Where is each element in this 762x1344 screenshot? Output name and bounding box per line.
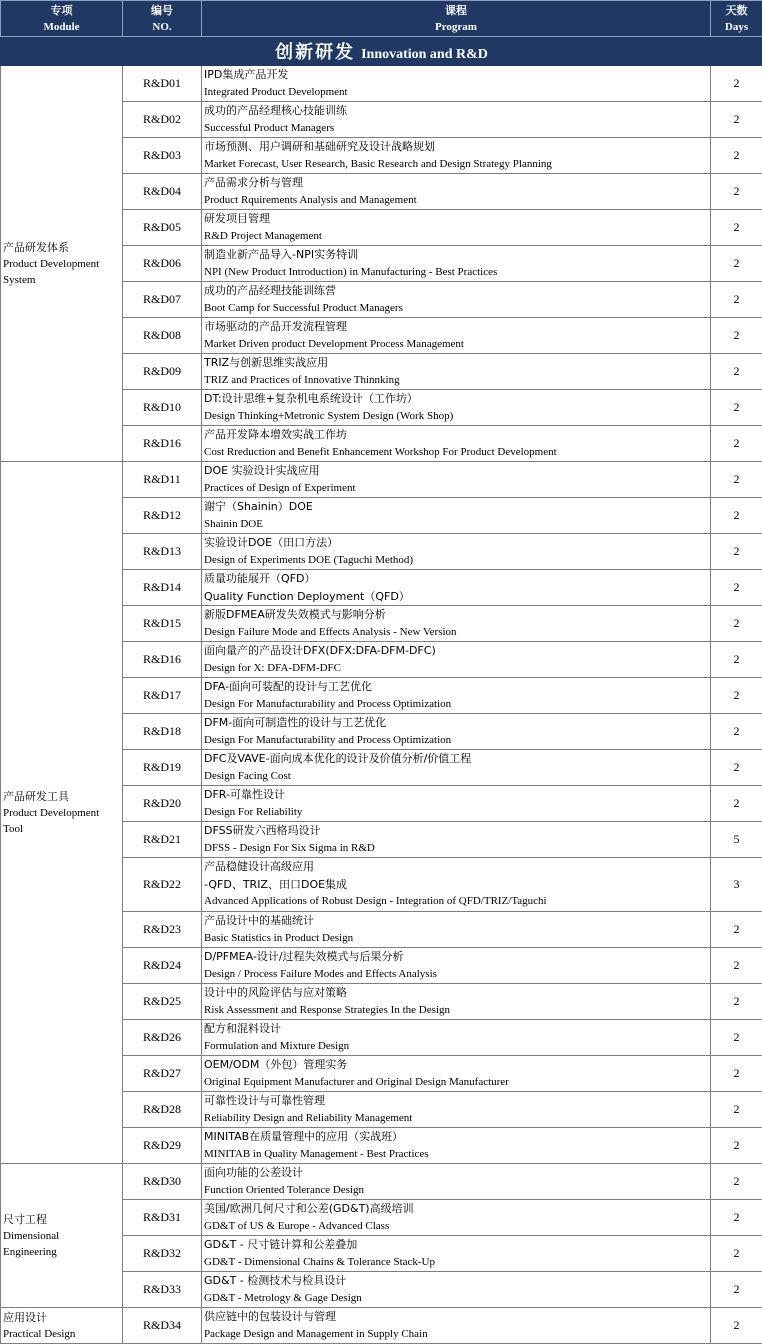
course-program [202, 984, 711, 1020]
program-title-zh: 成功的产品经理技能训练营 [204, 282, 710, 300]
program-title-zh: OEM/ODM（外包）管理实务 [204, 1056, 710, 1074]
program-title-zh: 供应链中的包装设计与管理 [204, 1308, 710, 1326]
course-number: R&D25 [123, 984, 202, 1020]
program-title-zh: GD&T - 检测技术与检具设计 [204, 1272, 710, 1290]
module-label: Tool [3, 821, 122, 837]
course-number: R&D21 [123, 822, 202, 858]
course-number: R&D04 [123, 174, 202, 210]
course-number: R&D27 [123, 1056, 202, 1092]
program-title-zh: 产品稳健设计高级应用 [204, 858, 710, 876]
program-title-en: Formulation and Mixture Design [204, 1038, 710, 1056]
program-title-zh: DFSS研发六西格玛设计 [204, 822, 710, 840]
program-title-zh: 新版DFMEA研发失效模式与影响分析 [204, 606, 710, 624]
header-program: 课程 Program [202, 1, 711, 37]
module-cell [1, 1164, 123, 1308]
course-program [202, 1020, 711, 1056]
course-days: 2 [711, 1020, 762, 1056]
module-label: 产品研发体系 [3, 240, 122, 256]
program-title-en: Design For Manufacturability and Process Optimization [204, 732, 710, 750]
course-program [202, 1272, 711, 1308]
course-number: R&D16 [123, 426, 202, 462]
course-days: 3 [711, 858, 762, 912]
course-days: 2 [711, 984, 762, 1020]
course-number: R&D16 [123, 642, 202, 678]
module-cell [1, 66, 123, 462]
module-cell [1, 462, 123, 1164]
section-title-en: Innovation and R&D [361, 47, 488, 62]
course-program [202, 858, 711, 912]
course-days: 2 [711, 642, 762, 678]
program-title-zh: 制造业新产品导入-NPI实务特训 [204, 246, 710, 264]
program-title-zh: DT:设计思维+复杂机电系统设计（工作坊） [204, 390, 710, 408]
course-number: R&D30 [123, 1164, 202, 1200]
header-module: 专项 Module [1, 1, 123, 37]
program-title-en: NPI (New Product Introduction) in Manufacturing - Best Practices [204, 264, 710, 282]
course-program [202, 714, 711, 750]
course-program [202, 1092, 711, 1128]
course-program [202, 534, 711, 570]
course-days: 2 [711, 174, 762, 210]
program-title-zh: DFC及VAVE-面向成本优化的设计及价值分析/价值工程 [204, 750, 710, 768]
course-program [202, 462, 711, 498]
course-days: 2 [711, 948, 762, 984]
course-program [202, 102, 711, 138]
program-title-en: Design of Experiments DOE (Taguchi Method) [204, 552, 710, 570]
program-title-zh: Quality Function Deployment（QFD） [204, 588, 710, 606]
program-title-zh: 实验设计DOE（田口方法） [204, 534, 710, 552]
course-program [202, 642, 711, 678]
course-program [202, 912, 711, 948]
program-title-en: DFSS - Design For Six Sigma in R&D [204, 840, 710, 858]
program-title-zh: 美国/欧洲几何尺寸和公差(GD&T)高级培训 [204, 1200, 710, 1218]
program-title-zh: DFR-可靠性设计 [204, 786, 710, 804]
course-number: R&D05 [123, 210, 202, 246]
course-number: R&D23 [123, 912, 202, 948]
course-days: 2 [711, 714, 762, 750]
module-label: Engineering [3, 1244, 122, 1260]
program-title-zh: 市场预测、用户调研和基础研究及设计战略规划 [204, 138, 710, 156]
course-program [202, 948, 711, 984]
course-number: R&D19 [123, 750, 202, 786]
course-days: 2 [711, 1128, 762, 1164]
course-number: R&D12 [123, 498, 202, 534]
course-program [202, 606, 711, 642]
header-days: 天数 Days [711, 1, 762, 37]
program-title-en: Market Forecast, User Research, Basic Research and Design Strategy Planning [204, 156, 710, 174]
module-label: Practical Design [3, 1326, 122, 1342]
course-program [202, 282, 711, 318]
course-days: 2 [711, 426, 762, 462]
course-number: R&D02 [123, 102, 202, 138]
program-title-en: Design / Process Failure Modes and Effects Analysis [204, 966, 710, 984]
course-program [202, 390, 711, 426]
program-title-zh: 可靠性设计与可靠性管理 [204, 1092, 710, 1110]
program-title-en: Basic Statistics in Product Design [204, 930, 710, 948]
course-days: 2 [711, 678, 762, 714]
module-label: 产品研发工具 [3, 789, 122, 805]
course-days: 2 [711, 606, 762, 642]
course-program [202, 354, 711, 390]
course-days: 2 [711, 1056, 762, 1092]
course-program [202, 174, 711, 210]
program-title-en: Design Failure Mode and Effects Analysis - New Version [204, 624, 710, 642]
program-title-zh: 面向量产的产品设计DFX(DFX:DFA-DFM-DFC) [204, 642, 710, 660]
program-title-zh: GD&T - 尺寸链计算和公差叠加 [204, 1236, 710, 1254]
course-days: 2 [711, 570, 762, 606]
program-title-en: MINITAB in Quality Management - Best Practices [204, 1146, 710, 1164]
program-title-zh: 产品开发降本增效实战工作坊 [204, 426, 710, 444]
course-days: 2 [711, 1200, 762, 1236]
table-row [1, 1164, 762, 1200]
program-title-en: Original Equipment Manufacturer and Original Design Manufacturer [204, 1074, 710, 1092]
course-number: R&D11 [123, 462, 202, 498]
course-number: R&D03 [123, 138, 202, 174]
course-number: R&D34 [123, 1308, 202, 1344]
course-program [202, 786, 711, 822]
course-program [202, 570, 711, 606]
program-title-en: GD&T of US & Europe - Advanced Class [204, 1218, 710, 1236]
course-number: R&D08 [123, 318, 202, 354]
section-title-zh: 创新研发 [275, 42, 355, 63]
program-title-en: Risk Assessment and Response Strategies In the Design [204, 1002, 710, 1020]
course-program [202, 1164, 711, 1200]
course-days: 2 [711, 210, 762, 246]
program-title-zh: 质量功能展开（QFD） [204, 570, 710, 588]
program-title-zh: 产品需求分析与管理 [204, 174, 710, 192]
program-title-zh: 配方和混料设计 [204, 1020, 710, 1038]
course-program [202, 822, 711, 858]
course-number: R&D07 [123, 282, 202, 318]
course-days: 2 [711, 1236, 762, 1272]
program-title-zh: DOE 实验设计实战应用 [204, 462, 710, 480]
section-banner-cell [1, 37, 762, 66]
program-title-en: Market Driven product Development Process Management [204, 336, 710, 354]
course-number: R&D06 [123, 246, 202, 282]
course-number: R&D14 [123, 570, 202, 606]
program-title-en: Design Facing Cost [204, 768, 710, 786]
program-title-zh: 产品设计中的基础统计 [204, 912, 710, 930]
course-number: R&D26 [123, 1020, 202, 1056]
program-title-zh: IPD集成产品开发 [204, 66, 710, 84]
header-no: 编号 NO. [123, 1, 202, 37]
program-title-en: Cost Rreduction and Benefit Enhancement Workshop For Product Development [204, 444, 710, 462]
program-title-en: Product Rquirements Analysis and Management [204, 192, 710, 210]
program-title-zh: 研发项目管理 [204, 210, 710, 228]
course-days: 2 [711, 318, 762, 354]
program-title-en: Design Thinking+Metronic System Design (Work Shop) [204, 408, 710, 426]
program-title-zh: 市场驱动的产品开发流程管理 [204, 318, 710, 336]
program-title-zh: 谢宁（Shainin）DOE [204, 498, 710, 516]
course-number: R&D33 [123, 1272, 202, 1308]
course-number: R&D24 [123, 948, 202, 984]
course-number: R&D01 [123, 66, 202, 102]
module-label: Product Development [3, 805, 122, 821]
program-title-zh: DFA-面向可装配的设计与工艺优化 [204, 678, 710, 696]
course-number: R&D29 [123, 1128, 202, 1164]
course-number: R&D10 [123, 390, 202, 426]
program-title-en: Design For Manufacturability and Process Optimization [204, 696, 710, 714]
program-title-zh: -QFD、TRIZ、田口DOE集成 [204, 876, 710, 894]
section-banner [1, 37, 762, 66]
course-number: R&D22 [123, 858, 202, 912]
course-days: 2 [711, 462, 762, 498]
course-days: 2 [711, 1308, 762, 1344]
course-days: 2 [711, 786, 762, 822]
course-days: 2 [711, 1272, 762, 1308]
module-label: 应用设计 [3, 1310, 122, 1326]
program-title-en: Shainin DOE [204, 516, 710, 534]
course-days: 2 [711, 498, 762, 534]
program-title-en: Design for X: DFA-DFM-DFC [204, 660, 710, 678]
course-program [202, 210, 711, 246]
course-days: 2 [711, 102, 762, 138]
course-number: R&D18 [123, 714, 202, 750]
program-title-zh: D/PFMEA-设计/过程失效模式与后果分析 [204, 948, 710, 966]
module-label: System [3, 272, 122, 288]
course-days: 2 [711, 282, 762, 318]
program-title-en: GD&T - Dimensional Chains & Tolerance Stack-Up [204, 1254, 710, 1272]
course-program [202, 66, 711, 102]
course-program [202, 426, 711, 462]
course-days: 2 [711, 750, 762, 786]
course-number: R&D09 [123, 354, 202, 390]
course-days: 2 [711, 66, 762, 102]
course-days: 2 [711, 138, 762, 174]
program-title-en: Reliability Design and Reliability Management [204, 1110, 710, 1128]
course-days: 2 [711, 534, 762, 570]
course-number: R&D32 [123, 1236, 202, 1272]
course-program [202, 1128, 711, 1164]
course-number: R&D13 [123, 534, 202, 570]
course-days: 2 [711, 1092, 762, 1128]
program-title-en: Integrated Product Development [204, 84, 710, 102]
program-title-zh: 面向功能的公差设计 [204, 1164, 710, 1182]
program-title-zh: MINITAB在质量管理中的应用（实战班） [204, 1128, 710, 1146]
program-title-en: Package Design and Management in Supply Chain [204, 1326, 710, 1344]
table-row [1, 462, 762, 498]
course-days: 2 [711, 1164, 762, 1200]
program-title-zh: 设计中的风险评估与应对策略 [204, 984, 710, 1002]
table-row [1, 66, 762, 102]
program-title-en: Boot Camp for Successful Product Managers [204, 300, 710, 318]
course-number: R&D15 [123, 606, 202, 642]
course-number: R&D17 [123, 678, 202, 714]
program-title-en: TRIZ and Practices of Innovative Thinnking [204, 372, 710, 390]
course-program [202, 1236, 711, 1272]
program-title-en: R&D Project Management [204, 228, 710, 246]
course-program [202, 318, 711, 354]
program-title-en: Function Oriented Tolerance Design [204, 1182, 710, 1200]
course-program [202, 498, 711, 534]
header-row [1, 1, 762, 37]
module-label: 尺寸工程 [3, 1212, 122, 1228]
course-days: 5 [711, 822, 762, 858]
program-title-en: Advanced Applications of Robust Design - Integration of QFD/TRIZ/Taguchi [204, 893, 710, 911]
program-title-zh: 成功的产品经理核心技能训练 [204, 102, 710, 120]
course-program [202, 1200, 711, 1236]
course-program [202, 246, 711, 282]
program-title-en: Practices of Design of Experiment [204, 480, 710, 498]
course-program [202, 1056, 711, 1092]
course-program [202, 678, 711, 714]
program-title-en: Design For Reliability [204, 804, 710, 822]
course-number: R&D28 [123, 1092, 202, 1128]
course-days: 2 [711, 390, 762, 426]
module-label: Dimensional [3, 1228, 122, 1244]
program-title-zh: DFM-面向可制造性的设计与工艺优化 [204, 714, 710, 732]
module-label: Product Development [3, 256, 122, 272]
course-program [202, 138, 711, 174]
course-days: 2 [711, 912, 762, 948]
course-number: R&D20 [123, 786, 202, 822]
program-title-en: GD&T - Metrology & Gage Design [204, 1290, 710, 1308]
program-title-zh: TRIZ与创新思维实战应用 [204, 354, 710, 372]
course-days: 2 [711, 354, 762, 390]
program-title-en: Successful Product Managers [204, 120, 710, 138]
course-days: 2 [711, 246, 762, 282]
course-program [202, 750, 711, 786]
course-number: R&D31 [123, 1200, 202, 1236]
